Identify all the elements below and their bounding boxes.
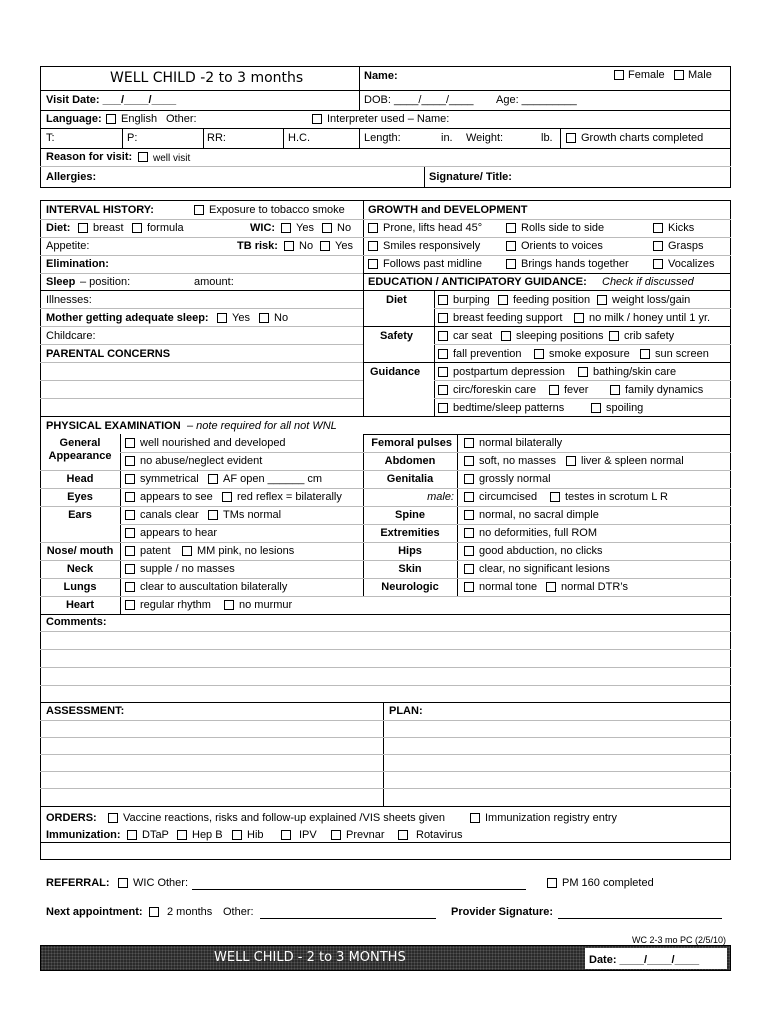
weight-loss-label: weight loss/gain <box>612 294 691 306</box>
normal-bilat-label: normal bilaterally <box>479 437 563 449</box>
edu-guidance-label: Guidance <box>370 366 421 378</box>
fever-label: fever <box>564 384 589 396</box>
eyes-label: Eyes <box>67 491 93 503</box>
wic-other-label: WIC Other: <box>133 877 189 889</box>
tb-no-label: No <box>299 240 314 252</box>
next-appointment-label: Next appointment: <box>46 906 143 918</box>
appetite-label: Appetite: <box>46 240 90 252</box>
referral-label: REFERRAL: <box>46 877 110 889</box>
crib-safety-checkbox[interactable] <box>609 331 619 341</box>
soft-label: soft, no masses <box>479 455 557 467</box>
normal-bilat-checkbox[interactable] <box>464 438 474 448</box>
sleep-yes-label: Yes <box>232 312 250 324</box>
tms-label: TMs normal <box>223 509 282 521</box>
sleeping-positions-checkbox[interactable] <box>501 331 511 341</box>
sacral-label: normal, no sacral dimple <box>479 509 599 521</box>
allergies-label: Allergies: <box>46 171 97 183</box>
neurologic-label: Neurologic <box>381 581 439 593</box>
prevnar-label: Prevnar <box>346 829 385 841</box>
no-abuse-checkbox[interactable] <box>125 456 135 466</box>
lb-label: lb. <box>541 132 553 144</box>
hc-label: H.C. <box>288 132 310 144</box>
no-murmur-label: no murmur <box>239 599 293 611</box>
symmetrical-label: symmetrical <box>140 473 199 485</box>
name-label: Name: <box>364 70 398 82</box>
formula-label: formula <box>147 222 184 234</box>
pulse-label: P: <box>127 132 138 144</box>
wic-label: WIC: <box>250 222 276 234</box>
bathing-label: bathing/skin care <box>593 366 677 378</box>
car-seat-checkbox[interactable] <box>438 331 448 341</box>
hepb-checkbox[interactable] <box>177 830 187 840</box>
grasps-label: Grasps <box>668 240 704 252</box>
interpreter-label: Interpreter used – Name: <box>327 113 450 125</box>
supple-label: supple / no masses <box>140 563 235 575</box>
smiles-label: Smiles responsively <box>383 240 481 252</box>
interpreter-checkbox[interactable] <box>312 114 322 124</box>
sleep-position-label: – position: <box>80 276 131 288</box>
breast-support-checkbox[interactable] <box>438 313 448 323</box>
sleeping-positions-label: sleeping positions <box>516 330 604 342</box>
patent-checkbox[interactable] <box>125 546 135 556</box>
circ-label: circ/foreskin care <box>453 384 537 396</box>
rotavirus-label: Rotavirus <box>416 829 463 841</box>
liver-checkbox[interactable] <box>566 456 576 466</box>
male-checkbox[interactable] <box>674 70 684 80</box>
education-title: EDUCATION / ANTICIPATORY GUIDANCE: <box>368 276 587 288</box>
sleep-no-checkbox[interactable] <box>259 313 269 323</box>
well-visit-label: well visit <box>153 153 191 164</box>
form-code: WC 2-3 mo PC (2/5/10) <box>631 935 726 945</box>
tb-no-checkbox[interactable] <box>284 241 294 251</box>
red-reflex-checkbox[interactable] <box>222 492 232 502</box>
hands-checkbox[interactable] <box>506 259 516 269</box>
plan-label: PLAN: <box>389 705 423 717</box>
feeding-position-checkbox[interactable] <box>498 295 508 305</box>
family-dynamics-checkbox[interactable] <box>610 385 620 395</box>
appears-see-label: appears to see <box>140 491 213 503</box>
postpartum-checkbox[interactable] <box>438 367 448 377</box>
assessment-label: ASSESSMENT: <box>46 705 125 717</box>
weight-loss-checkbox[interactable] <box>597 295 607 305</box>
feeding-position-label: feeding position <box>513 294 591 306</box>
af-open-checkbox[interactable] <box>208 474 218 484</box>
breast-support-label: breast feeding support <box>453 312 563 324</box>
dob-field[interactable]: DOB: ____/____/____ <box>364 94 474 106</box>
visit-date-field[interactable]: Visit Date: ___/____/____ <box>46 94 177 106</box>
hands-label: Brings hands together <box>521 258 629 270</box>
no-abuse-label: no abuse/neglect evident <box>140 455 263 467</box>
hib-label: Hib <box>247 829 264 841</box>
fall-prevention-checkbox[interactable] <box>438 349 448 359</box>
bedtime-checkbox[interactable] <box>438 403 448 413</box>
orients-checkbox[interactable] <box>506 241 516 251</box>
orients-label: Orients to voices <box>521 240 603 252</box>
bathing-checkbox[interactable] <box>578 367 588 377</box>
follows-label: Follows past midline <box>383 258 483 270</box>
comments-label: Comments: <box>46 616 107 628</box>
circumcised-label: circumcised <box>479 491 538 503</box>
fever-checkbox[interactable] <box>549 385 559 395</box>
clear-lesions-label: clear, no significant lesions <box>479 563 610 575</box>
date-field[interactable]: Date: ____/____/____ <box>589 954 700 966</box>
well-visit-checkbox[interactable] <box>138 152 148 162</box>
tb-yes-checkbox[interactable] <box>320 241 330 251</box>
mm-pink-label: MM pink, no lesions <box>197 545 295 557</box>
grossly-checkbox[interactable] <box>464 474 474 484</box>
temp-label: T: <box>46 132 55 144</box>
red-reflex-label: red reflex = bilaterally <box>237 491 342 503</box>
edu-safety-label: Safety <box>380 330 414 342</box>
liver-label: liver & spleen normal <box>581 455 684 467</box>
sun-screen-label: sun screen <box>655 348 709 360</box>
tobacco-checkbox[interactable] <box>194 205 204 215</box>
form-title: WELL CHILD -2 to 3 months <box>110 70 304 86</box>
growth-charts-label: Growth charts completed <box>581 132 704 144</box>
education-check-note: Check if discussed <box>602 276 694 288</box>
rr-label: RR: <box>207 132 226 144</box>
soft-checkbox[interactable] <box>464 456 474 466</box>
exam-note: – note required for all not WNL <box>187 420 337 432</box>
dtap-checkbox[interactable] <box>127 830 137 840</box>
normal-tone-label: normal tone <box>479 581 538 593</box>
follows-checkbox[interactable] <box>368 259 378 269</box>
exam-title: PHYSICAL EXAMINATION <box>46 420 181 432</box>
breast-label: breast <box>93 222 124 234</box>
weight-label: Weight: <box>466 132 504 144</box>
tobacco-label: Exposure to tobacco smoke <box>209 204 345 216</box>
neck-label: Neck <box>66 563 94 575</box>
rolls-label: Rolls side to side <box>521 222 605 234</box>
sleep-label: Sleep <box>46 276 76 288</box>
regular-rhythm-label: regular rhythm <box>140 599 211 611</box>
no-deformities-checkbox[interactable] <box>464 528 474 538</box>
good-abduction-checkbox[interactable] <box>464 546 474 556</box>
wic-yes-checkbox[interactable] <box>281 223 291 233</box>
normal-dtr-label: normal DTR’s <box>561 581 629 593</box>
growth-charts-checkbox[interactable] <box>566 133 576 143</box>
fall-prevention-label: fall prevention <box>453 348 522 360</box>
testes-label: testes in scrotum L R <box>565 491 668 503</box>
car-seat-label: car seat <box>453 330 493 342</box>
spoiling-label: spoiling <box>606 402 644 414</box>
prevnar-checkbox[interactable] <box>331 830 341 840</box>
testes-checkbox[interactable] <box>550 492 560 502</box>
sleep-yes-checkbox[interactable] <box>217 313 227 323</box>
circ-checkbox[interactable] <box>438 385 448 395</box>
nose-mouth-label: Nose/ mouth <box>46 545 114 557</box>
pm160-checkbox[interactable] <box>547 878 557 888</box>
prone-checkbox[interactable] <box>368 223 378 233</box>
illnesses-label: Illnesses: <box>46 294 92 306</box>
footer-banner-title: WELL CHILD - 2 to 3 MONTHS <box>214 950 406 965</box>
spoiling-checkbox[interactable] <box>591 403 601 413</box>
in-label: in. <box>441 132 453 144</box>
signature-label: Signature/ Title: <box>429 171 512 183</box>
registry-label: Immunization registry entry <box>485 812 618 824</box>
hips-label: Hips <box>398 545 422 557</box>
parental-concerns-label: PARENTAL CONCERNS <box>46 348 171 360</box>
vaccine-reactions-label: Vaccine reactions, risks and follow-up explained /VIS sheets given <box>123 812 446 824</box>
male-sub-label: male: <box>427 491 454 503</box>
tb-risk-label: TB risk: <box>237 240 278 252</box>
patent-label: patent <box>140 545 171 557</box>
orders-label: ORDERS: <box>46 812 97 824</box>
rolls-checkbox[interactable] <box>506 223 516 233</box>
language-other-label: Other: <box>166 113 197 125</box>
dtap-label: DTaP <box>142 829 169 841</box>
general-label: General <box>59 437 101 449</box>
bedtime-label: bedtime/sleep patterns <box>453 402 565 414</box>
no-milk-label: no milk / honey until 1 yr. <box>589 312 711 324</box>
diet-label: Diet: <box>46 222 71 234</box>
genitalia-label: Genitalia <box>386 473 434 485</box>
wic-referral-checkbox[interactable] <box>118 878 128 888</box>
grasps-checkbox[interactable] <box>653 241 663 251</box>
sun-screen-checkbox[interactable] <box>640 349 650 359</box>
two-months-checkbox[interactable] <box>149 907 159 917</box>
edu-diet-label: Diet <box>386 294 407 306</box>
pm160-label: PM 160 completed <box>562 877 654 889</box>
sleep-amount-label: amount: <box>194 276 234 288</box>
circumcised-checkbox[interactable] <box>464 492 474 502</box>
registry-checkbox[interactable] <box>470 813 480 823</box>
english-checkbox[interactable] <box>106 114 116 124</box>
age-field[interactable]: Age: _________ <box>496 94 577 106</box>
provider-signature-label: Provider Signature: <box>451 906 554 918</box>
clear-lesions-checkbox[interactable] <box>464 564 474 574</box>
smoke-exposure-label: smoke exposure <box>549 348 630 360</box>
appearance-label: Appearance <box>48 450 112 462</box>
hib-checkbox[interactable] <box>232 830 242 840</box>
wic-no-checkbox[interactable] <box>322 223 332 233</box>
canals-checkbox[interactable] <box>125 510 135 520</box>
female-label: Female <box>628 69 665 81</box>
no-deformities-label: no deformities, full ROM <box>479 527 597 539</box>
sleep-no-label: No <box>274 312 289 324</box>
ipv-label: IPV <box>299 829 317 841</box>
female-checkbox[interactable] <box>614 70 624 80</box>
breast-checkbox[interactable] <box>78 223 88 233</box>
wic-yes-label: Yes <box>296 222 314 234</box>
supple-checkbox[interactable] <box>125 564 135 574</box>
extremities-label: Extremities <box>380 527 440 539</box>
good-abduction-label: good abduction, no clicks <box>479 545 603 557</box>
language-label: Language: <box>46 113 102 125</box>
family-dynamics-label: family dynamics <box>625 384 704 396</box>
appears-hear-label: appears to hear <box>140 527 218 539</box>
childcare-label: Childcare: <box>46 330 96 342</box>
heart-label: Heart <box>65 599 95 611</box>
af-open-label: AF open ______ cm <box>223 473 323 485</box>
postpartum-label: postpartum depression <box>453 366 565 378</box>
regular-rhythm-checkbox[interactable] <box>125 600 135 610</box>
two-months-label: 2 months <box>167 906 213 918</box>
ipv-checkbox[interactable] <box>281 830 291 840</box>
femoral-label: Femoral pulses <box>371 437 452 449</box>
kicks-label: Kicks <box>668 222 695 234</box>
wic-no-label: No <box>337 222 352 234</box>
immunization-label: Immunization: <box>46 829 121 841</box>
sacral-checkbox[interactable] <box>464 510 474 520</box>
reason-label: Reason for visit: <box>46 151 133 163</box>
rotavirus-checkbox[interactable] <box>398 830 408 840</box>
symmetrical-checkbox[interactable] <box>125 474 135 484</box>
head-label: Head <box>66 473 94 485</box>
formula-checkbox[interactable] <box>132 223 142 233</box>
english-label: English <box>121 113 158 125</box>
ears-label: Ears <box>68 509 92 521</box>
mm-pink-checkbox[interactable] <box>182 546 192 556</box>
elimination-label: Elimination: <box>46 258 109 270</box>
smiles-checkbox[interactable] <box>368 241 378 251</box>
adequate-sleep-label: Mother getting adequate sleep: <box>46 312 209 324</box>
normal-dtr-checkbox[interactable] <box>546 582 556 592</box>
spine-label: Spine <box>395 509 425 521</box>
tms-checkbox[interactable] <box>208 510 218 520</box>
clear-ausc-label: clear to auscultation bilaterally <box>140 581 288 593</box>
tb-yes-label: Yes <box>335 240 353 252</box>
growth-title: GROWTH and DEVELOPMENT <box>368 204 528 216</box>
well-nourished-label: well nourished and developed <box>140 437 286 449</box>
vocalizes-checkbox[interactable] <box>653 259 663 269</box>
male-label: Male <box>688 69 712 81</box>
burping-label: burping <box>453 294 490 306</box>
appears-hear-checkbox[interactable] <box>125 528 135 538</box>
abdomen-label: Abdomen <box>384 455 436 467</box>
vocalizes-label: Vocalizes <box>668 258 715 270</box>
grossly-label: grossly normal <box>479 473 551 485</box>
no-milk-checkbox[interactable] <box>574 313 584 323</box>
vaccine-reactions-checkbox[interactable] <box>108 813 118 823</box>
burping-checkbox[interactable] <box>438 295 448 305</box>
hepb-label: Hep B <box>192 829 223 841</box>
clear-ausc-checkbox[interactable] <box>125 582 135 592</box>
prone-label: Prone, lifts head 45° <box>383 222 483 234</box>
no-murmur-checkbox[interactable] <box>224 600 234 610</box>
appears-see-checkbox[interactable] <box>125 492 135 502</box>
canals-label: canals clear <box>140 509 199 521</box>
interval-history-title: INTERVAL HISTORY: <box>46 204 154 216</box>
appointment-other-label: Other: <box>223 906 254 918</box>
normal-tone-checkbox[interactable] <box>464 582 474 592</box>
kicks-checkbox[interactable] <box>653 223 663 233</box>
crib-safety-label: crib safety <box>624 330 675 342</box>
length-label: Length: <box>364 132 401 144</box>
well-nourished-checkbox[interactable] <box>125 438 135 448</box>
lungs-label: Lungs <box>63 581 97 593</box>
skin-label: Skin <box>398 563 422 575</box>
smoke-exposure-checkbox[interactable] <box>534 349 544 359</box>
